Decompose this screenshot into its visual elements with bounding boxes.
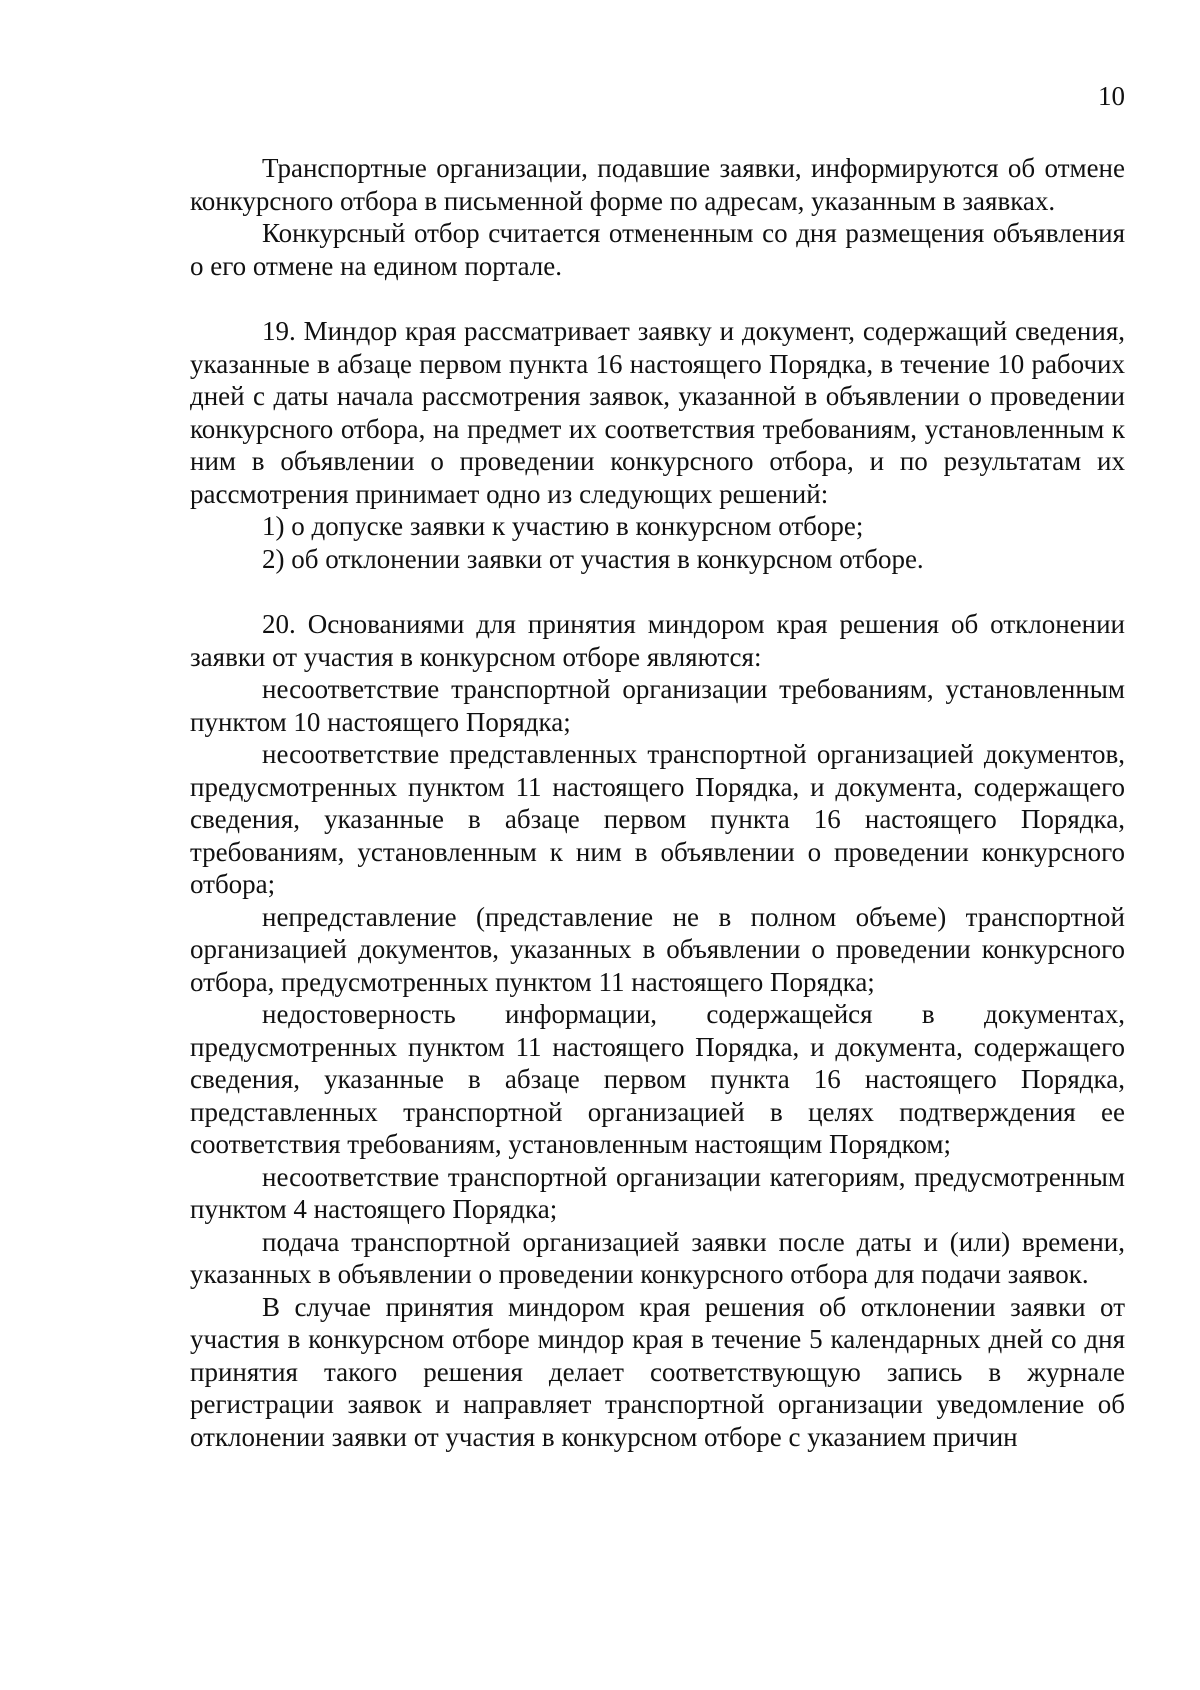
- decision-option-2: 2) об отклонении заявки от участия в конкурсном отборе.: [262, 543, 924, 574]
- rejection-ground-2: несоответствие представленных транспортной организацией документов, предусмотренных пунктом 11 настоящего Порядка, и документа, содержащего сведения, указанные в абзаце первом пункта 16 настоящего Порядка, требованиям, установленным к ним в объявлении о проведении конкурсного отбора;: [190, 739, 1125, 899]
- rejection-ground-3: непредставление (представление не в полном объеме) транспортной организацией документов, указанных в объявлении о проведении конкурсного отбора, предусмотренных пунктом 11 настоящего Порядка;: [190, 901, 1125, 997]
- paragraph-gap: [190, 575, 1125, 608]
- document-body: [190, 152, 1125, 1453]
- paragraph-gap: [190, 282, 1125, 315]
- page-number: 10: [1098, 81, 1125, 111]
- paragraph-cancellation: Конкурсный отбор считается отмененным со дня размещения объявления о его отмене на едином портале.: [190, 218, 1125, 281]
- rejection-ground-5: несоответствие транспортной организации категориям, предусмотренным пунктом 4 настоящего Порядка;: [190, 1161, 1125, 1224]
- paragraph-item-20: 20. Основаниями для принятия миндором края решения об отклонении заявки от участия в конкурсном отборе являются:: [190, 609, 1125, 672]
- decision-option-1: 1) о допуске заявки к участию в конкурсном отборе;: [262, 511, 864, 541]
- paragraph-notification: Транспортные организации, подавшие заявки, информируются об отмене конкурсного отбора в письменной форме по адресам, указанным в заявках.: [190, 153, 1125, 216]
- rejection-ground-6: подача транспортной организацией заявки после даты и (или) времени, указанных в объявлении о проведении конкурсного отбора для подачи заявок.: [190, 1226, 1125, 1289]
- rejection-ground-1: несоответствие транспортной организации требованиям, установленным пунктом 10 настоящего Порядка;: [190, 674, 1125, 737]
- paragraph-item-19: 19. Миндор края рассматривает заявку и документ, содержащий сведения, указанные в абзаце первом пункта 16 настоящего Порядка, в течение 10 рабочих дней с даты начала рассмотрения заявок, указанной в объявлении о проведении конкурсного отбора, на предмет их соответствия требованиям, установленным к ним в объявлении о проведении конкурсного отбора, и по результатам их рассмотрения принимает одно из следующих решений:: [190, 316, 1125, 509]
- rejection-ground-4: недостоверность информации, содержащейся в документах, предусмотренных пунктом 11 настоящего Порядка, и документа, содержащего сведения, указанные в абзаце первом пункта 16 настоящего Порядка, представленных транспортной организацией в целях подтверждения ее соответствия требованиям, установленным настоящим Порядком;: [190, 999, 1125, 1159]
- paragraph-rejection-notice: В случае принятия миндором края решения об отклонении заявки от участия в конкурсном отборе миндор края в течение 5 календарных дней со дня принятия такого решения делает соответствующую запись в журнале регистрации заявок и направляет транспортной организации уведомление об отклонении заявки от участия в конкурсном отборе с указанием причин: [190, 1291, 1125, 1452]
